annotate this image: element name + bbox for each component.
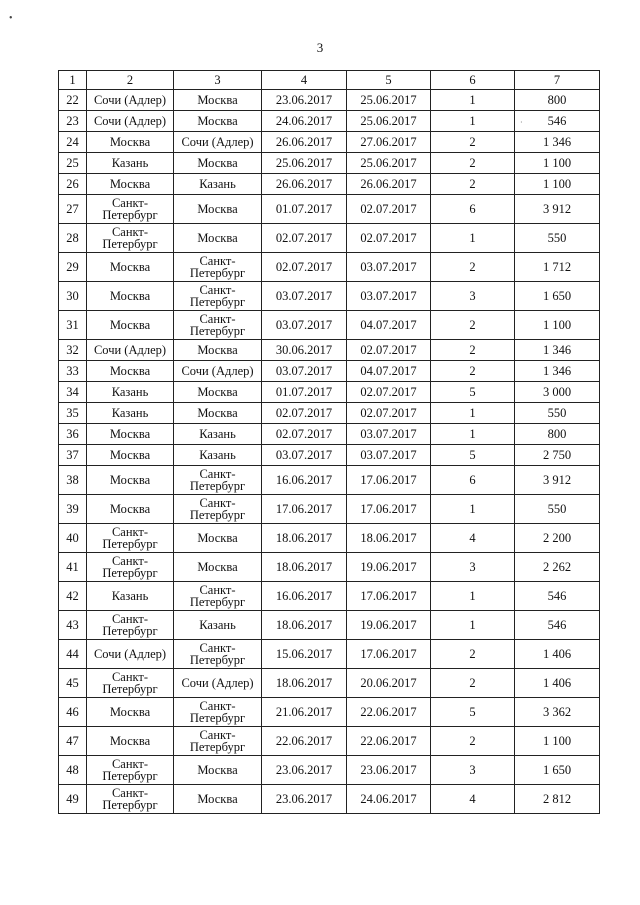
row-number-cell: 36: [59, 424, 87, 445]
amount-cell: 2 812: [515, 785, 600, 814]
quantity-cell: 2: [431, 132, 515, 153]
row-number-cell: 37: [59, 445, 87, 466]
amount-cell: 2 750: [515, 445, 600, 466]
destination-cell: Санкт- Петербург: [174, 582, 262, 611]
departure-date-cell: 26.06.2017: [262, 132, 347, 153]
return-date-cell: 04.07.2017: [347, 311, 431, 340]
amount-cell: 550: [515, 224, 600, 253]
destination-cell: Москва: [174, 553, 262, 582]
departure-date-cell: 01.07.2017: [262, 382, 347, 403]
quantity-cell: 5: [431, 445, 515, 466]
destination-cell: Санкт- Петербург: [174, 727, 262, 756]
return-date-cell: 03.07.2017: [347, 445, 431, 466]
corner-mark: •: [9, 13, 13, 24]
table-row: [59, 174, 600, 195]
table-row: [59, 340, 600, 361]
destination-cell: Казань: [174, 611, 262, 640]
origin-cell: Москва: [87, 282, 174, 311]
origin-cell: 2: [87, 71, 174, 90]
amount-cell: 2 262: [515, 553, 600, 582]
destination-cell: Сочи (Адлер): [174, 361, 262, 382]
row-number-cell: 25: [59, 153, 87, 174]
quantity-cell: 2: [431, 669, 515, 698]
origin-cell: Москва: [87, 361, 174, 382]
page-number: 3: [316, 40, 324, 55]
return-date-cell: 26.06.2017: [347, 174, 431, 195]
table-row: [59, 111, 600, 132]
row-number-cell: 44: [59, 640, 87, 669]
return-date-cell: 02.07.2017: [347, 340, 431, 361]
table-row: [59, 611, 600, 640]
departure-date-cell: 03.07.2017: [262, 361, 347, 382]
row-number-cell: 1: [59, 71, 87, 90]
origin-cell: Казань: [87, 382, 174, 403]
departure-date-cell: 18.06.2017: [262, 553, 347, 582]
table-row: [59, 785, 600, 814]
origin-cell: Санкт- Петербург: [87, 611, 174, 640]
departure-date-cell: 25.06.2017: [262, 153, 347, 174]
destination-cell: Москва: [174, 785, 262, 814]
row-number-cell: 40: [59, 524, 87, 553]
departure-date-cell: 26.06.2017: [262, 174, 347, 195]
table-row: [59, 90, 600, 111]
return-date-cell: 03.07.2017: [347, 282, 431, 311]
row-number-cell: 41: [59, 553, 87, 582]
amount-cell: 800: [515, 424, 600, 445]
row-number-cell: 27: [59, 195, 87, 224]
departure-date-cell: 24.06.2017: [262, 111, 347, 132]
table-row: [59, 582, 600, 611]
departure-date-cell: 02.07.2017: [262, 403, 347, 424]
origin-cell: Казань: [87, 153, 174, 174]
amount-cell: 1 406: [515, 669, 600, 698]
return-date-cell: 25.06.2017: [347, 90, 431, 111]
return-date-cell: 17.06.2017: [347, 495, 431, 524]
quantity-cell: 1: [431, 495, 515, 524]
row-number-cell: 43: [59, 611, 87, 640]
quantity-cell: 2: [431, 174, 515, 195]
quantity-cell: 2: [431, 727, 515, 756]
table-row: [59, 495, 600, 524]
row-number-cell: 28: [59, 224, 87, 253]
departure-date-cell: 23.06.2017: [262, 785, 347, 814]
row-number-cell: 31: [59, 311, 87, 340]
departure-date-cell: 18.06.2017: [262, 669, 347, 698]
destination-cell: Санкт- Петербург: [174, 495, 262, 524]
quantity-cell: 5: [431, 698, 515, 727]
table-row: [59, 524, 600, 553]
table-header-row: [59, 71, 600, 90]
table-row: [59, 153, 600, 174]
origin-cell: Санкт- Петербург: [87, 224, 174, 253]
quantity-cell: 4: [431, 785, 515, 814]
destination-cell: Москва: [174, 90, 262, 111]
table-row: [59, 445, 600, 466]
return-date-cell: 17.06.2017: [347, 582, 431, 611]
return-date-cell: 27.06.2017: [347, 132, 431, 153]
quantity-cell: 1: [431, 224, 515, 253]
amount-cell: 1 100: [515, 311, 600, 340]
return-date-cell: 19.06.2017: [347, 553, 431, 582]
destination-cell: Санкт- Петербург: [174, 311, 262, 340]
origin-cell: Казань: [87, 582, 174, 611]
amount-cell: 550: [515, 495, 600, 524]
table-row: [59, 382, 600, 403]
amount-cell: 546: [515, 111, 600, 132]
quantity-cell: 1: [431, 90, 515, 111]
row-number-cell: 35: [59, 403, 87, 424]
origin-cell: Сочи (Адлер): [87, 340, 174, 361]
return-date-cell: 22.06.2017: [347, 698, 431, 727]
table-row: [59, 698, 600, 727]
quantity-cell: 4: [431, 524, 515, 553]
table-row: [59, 253, 600, 282]
departure-date-cell: 17.06.2017: [262, 495, 347, 524]
row-number-cell: 30: [59, 282, 87, 311]
amount-cell: 1 346: [515, 132, 600, 153]
origin-cell: Санкт- Петербург: [87, 524, 174, 553]
amount-cell: 1 346: [515, 361, 600, 382]
quantity-cell: 2: [431, 361, 515, 382]
destination-cell: 3: [174, 71, 262, 90]
amount-cell: 550: [515, 403, 600, 424]
amount-cell: 3 362: [515, 698, 600, 727]
quantity-cell: 1: [431, 611, 515, 640]
row-number-cell: 48: [59, 756, 87, 785]
row-number-cell: 23: [59, 111, 87, 132]
destination-cell: Москва: [174, 111, 262, 132]
return-date-cell: 19.06.2017: [347, 611, 431, 640]
return-date-cell: 25.06.2017: [347, 153, 431, 174]
amount-cell: 1 100: [515, 174, 600, 195]
table-row: [59, 282, 600, 311]
table-row: [59, 669, 600, 698]
quantity-cell: 2: [431, 640, 515, 669]
amount-cell: 1 650: [515, 282, 600, 311]
origin-cell: Москва: [87, 727, 174, 756]
return-date-cell: 02.07.2017: [347, 195, 431, 224]
destination-cell: Сочи (Адлер): [174, 132, 262, 153]
destination-cell: Санкт- Петербург: [174, 466, 262, 495]
destination-cell: Казань: [174, 174, 262, 195]
stray-mark: ·: [520, 118, 523, 127]
departure-date-cell: 30.06.2017: [262, 340, 347, 361]
departure-date-cell: 23.06.2017: [262, 756, 347, 785]
return-date-cell: 22.06.2017: [347, 727, 431, 756]
destination-cell: Санкт- Петербург: [174, 640, 262, 669]
quantity-cell: 3: [431, 756, 515, 785]
departure-date-cell: 18.06.2017: [262, 611, 347, 640]
row-number-cell: 22: [59, 90, 87, 111]
destination-cell: Санкт- Петербург: [174, 698, 262, 727]
amount-cell: 3 912: [515, 466, 600, 495]
destination-cell: Москва: [174, 524, 262, 553]
row-number-cell: 32: [59, 340, 87, 361]
amount-cell: 7: [515, 71, 600, 90]
departure-date-cell: 03.07.2017: [262, 282, 347, 311]
origin-cell: Санкт- Петербург: [87, 756, 174, 785]
return-date-cell: 02.07.2017: [347, 382, 431, 403]
row-number-cell: 34: [59, 382, 87, 403]
row-number-cell: 26: [59, 174, 87, 195]
amount-cell: 2 200: [515, 524, 600, 553]
origin-cell: Москва: [87, 311, 174, 340]
amount-cell: 1 100: [515, 153, 600, 174]
destination-cell: Казань: [174, 445, 262, 466]
origin-cell: Москва: [87, 174, 174, 195]
amount-cell: 1 650: [515, 756, 600, 785]
destination-cell: Москва: [174, 224, 262, 253]
return-date-cell: 20.06.2017: [347, 669, 431, 698]
amount-cell: 1 712: [515, 253, 600, 282]
departure-date-cell: 18.06.2017: [262, 524, 347, 553]
quantity-cell: 2: [431, 153, 515, 174]
quantity-cell: 2: [431, 340, 515, 361]
routes-table: [58, 70, 600, 814]
return-date-cell: 24.06.2017: [347, 785, 431, 814]
amount-cell: 1 346: [515, 340, 600, 361]
destination-cell: Сочи (Адлер): [174, 669, 262, 698]
return-date-cell: 17.06.2017: [347, 466, 431, 495]
amount-cell: 3 912: [515, 195, 600, 224]
destination-cell: Москва: [174, 403, 262, 424]
return-date-cell: 02.07.2017: [347, 224, 431, 253]
amount-cell: 3 000: [515, 382, 600, 403]
quantity-cell: 1: [431, 403, 515, 424]
quantity-cell: 3: [431, 282, 515, 311]
return-date-cell: 03.07.2017: [347, 424, 431, 445]
departure-date-cell: 16.06.2017: [262, 466, 347, 495]
table-row: [59, 195, 600, 224]
departure-date-cell: 21.06.2017: [262, 698, 347, 727]
origin-cell: Москва: [87, 424, 174, 445]
row-number-cell: 24: [59, 132, 87, 153]
amount-cell: 1 100: [515, 727, 600, 756]
destination-cell: Москва: [174, 756, 262, 785]
table-row: [59, 224, 600, 253]
return-date-cell: 02.07.2017: [347, 403, 431, 424]
quantity-cell: 2: [431, 253, 515, 282]
origin-cell: Москва: [87, 495, 174, 524]
return-date-cell: 23.06.2017: [347, 756, 431, 785]
row-number-cell: 33: [59, 361, 87, 382]
destination-cell: Санкт- Петербург: [174, 253, 262, 282]
table-row: [59, 727, 600, 756]
departure-date-cell: 02.07.2017: [262, 224, 347, 253]
departure-date-cell: 02.07.2017: [262, 253, 347, 282]
origin-cell: Санкт- Петербург: [87, 669, 174, 698]
row-number-cell: 39: [59, 495, 87, 524]
quantity-cell: 1: [431, 424, 515, 445]
quantity-cell: 5: [431, 382, 515, 403]
origin-cell: Казань: [87, 403, 174, 424]
destination-cell: Москва: [174, 195, 262, 224]
destination-cell: Москва: [174, 153, 262, 174]
destination-cell: Москва: [174, 382, 262, 403]
table-row: [59, 553, 600, 582]
origin-cell: Москва: [87, 445, 174, 466]
amount-cell: 546: [515, 582, 600, 611]
destination-cell: Москва: [174, 340, 262, 361]
quantity-cell: 1: [431, 111, 515, 132]
origin-cell: Санкт- Петербург: [87, 553, 174, 582]
row-number-cell: 42: [59, 582, 87, 611]
amount-cell: 546: [515, 611, 600, 640]
origin-cell: Санкт- Петербург: [87, 785, 174, 814]
departure-date-cell: 15.06.2017: [262, 640, 347, 669]
destination-cell: Казань: [174, 424, 262, 445]
row-number-cell: 29: [59, 253, 87, 282]
row-number-cell: 47: [59, 727, 87, 756]
origin-cell: Москва: [87, 466, 174, 495]
origin-cell: Москва: [87, 698, 174, 727]
departure-date-cell: 23.06.2017: [262, 90, 347, 111]
origin-cell: Сочи (Адлер): [87, 640, 174, 669]
quantity-cell: 6: [431, 71, 515, 90]
table-row: [59, 756, 600, 785]
amount-cell: 1 406: [515, 640, 600, 669]
departure-date-cell: 01.07.2017: [262, 195, 347, 224]
departure-date-cell: 03.07.2017: [262, 445, 347, 466]
departure-date-cell: 03.07.2017: [262, 311, 347, 340]
quantity-cell: 6: [431, 195, 515, 224]
table-row: [59, 132, 600, 153]
quantity-cell: 2: [431, 311, 515, 340]
origin-cell: Москва: [87, 253, 174, 282]
origin-cell: Сочи (Адлер): [87, 90, 174, 111]
table-row: [59, 640, 600, 669]
quantity-cell: 3: [431, 553, 515, 582]
departure-date-cell: 4: [262, 71, 347, 90]
departure-date-cell: 02.07.2017: [262, 424, 347, 445]
origin-cell: Санкт- Петербург: [87, 195, 174, 224]
departure-date-cell: 16.06.2017: [262, 582, 347, 611]
origin-cell: Москва: [87, 132, 174, 153]
row-number-cell: 45: [59, 669, 87, 698]
return-date-cell: 17.06.2017: [347, 640, 431, 669]
quantity-cell: 6: [431, 466, 515, 495]
origin-cell: Сочи (Адлер): [87, 111, 174, 132]
row-number-cell: 38: [59, 466, 87, 495]
row-number-cell: 46: [59, 698, 87, 727]
amount-cell: 800: [515, 90, 600, 111]
return-date-cell: 25.06.2017: [347, 111, 431, 132]
table-row: [59, 311, 600, 340]
table-row: [59, 466, 600, 495]
table-row: [59, 361, 600, 382]
return-date-cell: 5: [347, 71, 431, 90]
row-number-cell: 49: [59, 785, 87, 814]
departure-date-cell: 22.06.2017: [262, 727, 347, 756]
return-date-cell: 04.07.2017: [347, 361, 431, 382]
table-row: [59, 424, 600, 445]
destination-cell: Санкт- Петербург: [174, 282, 262, 311]
quantity-cell: 1: [431, 582, 515, 611]
return-date-cell: 18.06.2017: [347, 524, 431, 553]
table-row: [59, 403, 600, 424]
return-date-cell: 03.07.2017: [347, 253, 431, 282]
